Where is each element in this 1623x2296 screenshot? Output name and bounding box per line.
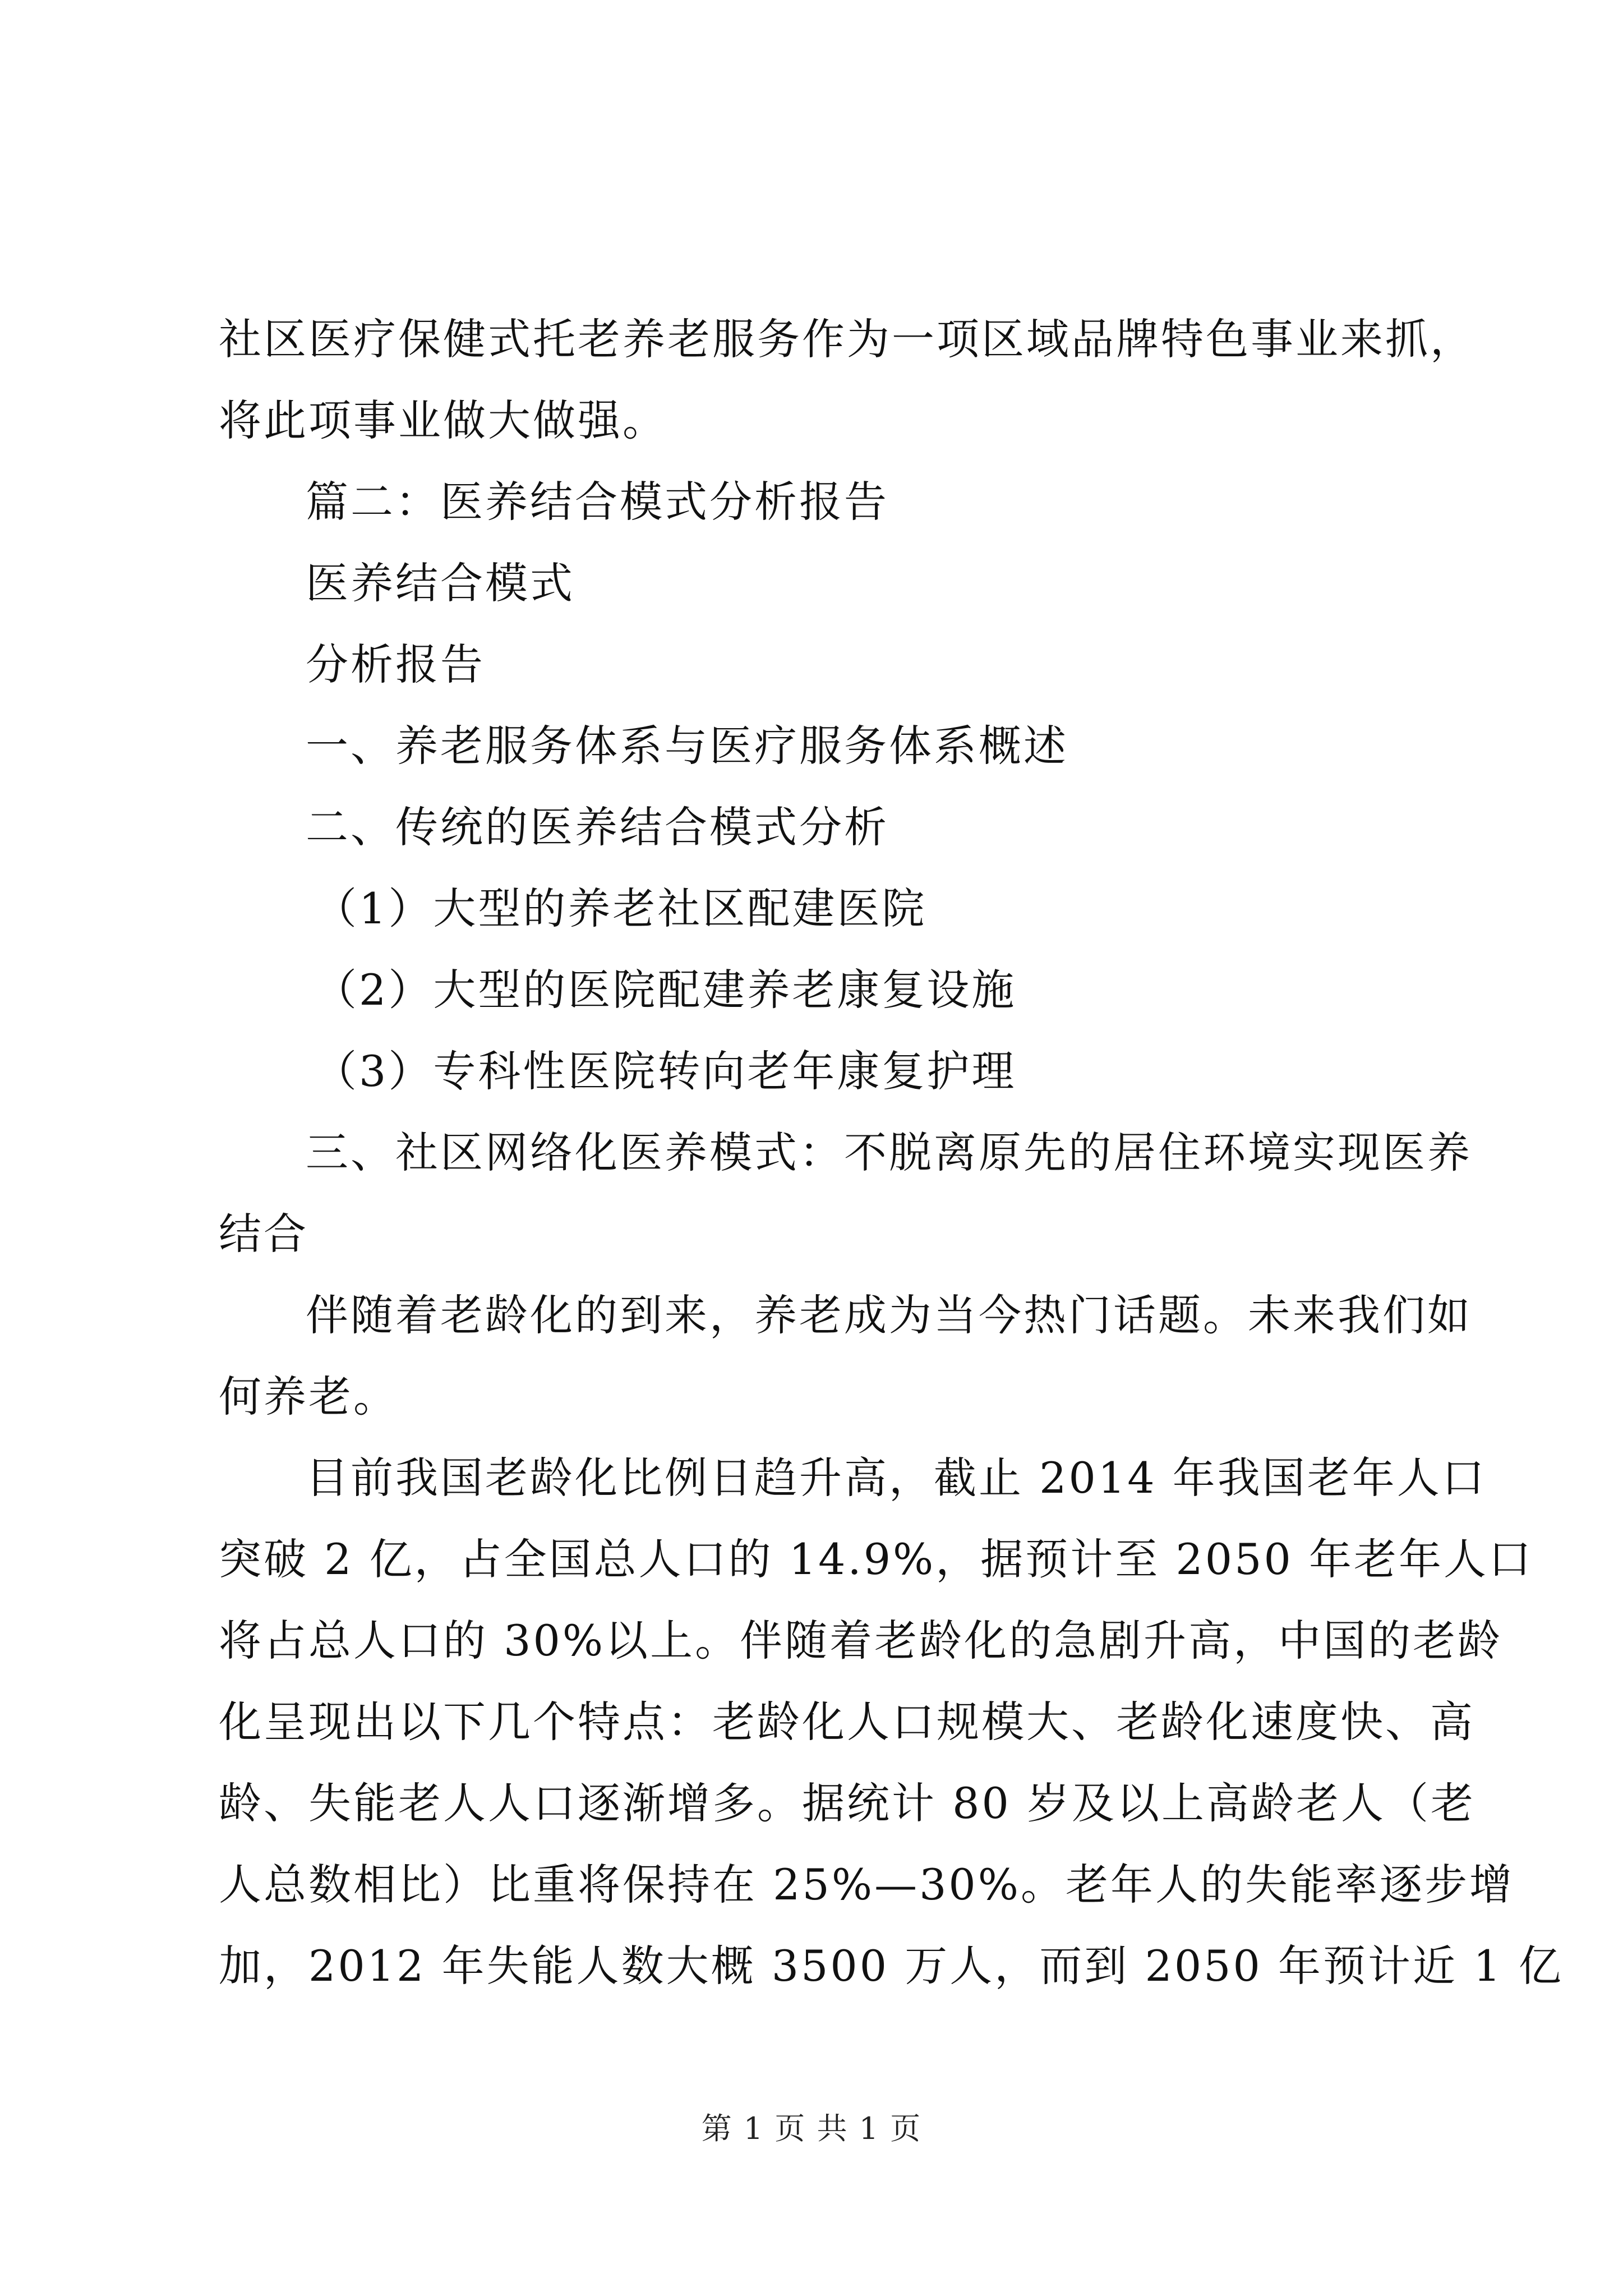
- outline-subitem: （3）专科性医院转向老年康复护理: [314, 1046, 1017, 1096]
- outline-item: 二、传统的医养结合模式分析: [306, 802, 889, 852]
- report-title: 医养结合模式: [306, 558, 575, 608]
- body-line: 伴随着老龄化的到来，养老成为当今热门话题。未来我们如: [306, 1290, 1472, 1340]
- body-line: 将此项事业做大做强。: [219, 395, 667, 445]
- body-line: 将占总人口的 30%以上。伴随着老龄化的急剧升高，中国的老龄: [219, 1616, 1503, 1665]
- report-subtitle: 分析报告: [306, 639, 485, 689]
- page-footer: 第 1 页 共 1 页: [701, 2111, 922, 2146]
- body-line: 加，2012 年失能人数大概 3500 万人，而到 2050 年预计近 1 亿: [219, 1941, 1564, 1991]
- body-line: 目前我国老龄化比例日趋升高，截止 2014 年我国老年人口: [306, 1453, 1487, 1503]
- outline-item: 一、养老服务体系与医疗服务体系概述: [306, 721, 1068, 771]
- body-line: 何养老。: [219, 1372, 398, 1421]
- outline-subitem: （2）大型的医院配建养老康复设施: [314, 965, 1017, 1015]
- body-line: 社区医疗保健式托老养老服务作为一项区域品牌特色事业来抓，: [219, 314, 1475, 364]
- body-line: 龄、失能老人人口逐渐增多。据统计 80 岁及以上高龄老人（老: [219, 1778, 1476, 1828]
- body-line: 人总数相比）比重将保持在 25%—30%。老年人的失能率逐步增: [219, 1860, 1515, 1910]
- outline-subitem: （1）大型的养老社区配建医院: [314, 884, 927, 933]
- body-line: 结合: [219, 1209, 308, 1259]
- outline-item: 三、社区网络化医养模式：不脱离原先的居住环境实现医养: [306, 1128, 1472, 1177]
- body-line: 化呈现出以下几个特点：老龄化人口规模大、老龄化速度快、高: [219, 1697, 1475, 1747]
- body-line: 突破 2 亿，占全国总人口的 14.9%，据预计至 2050 年老年人口: [219, 1534, 1533, 1584]
- section-heading: 篇二：医养结合模式分析报告: [306, 477, 889, 527]
